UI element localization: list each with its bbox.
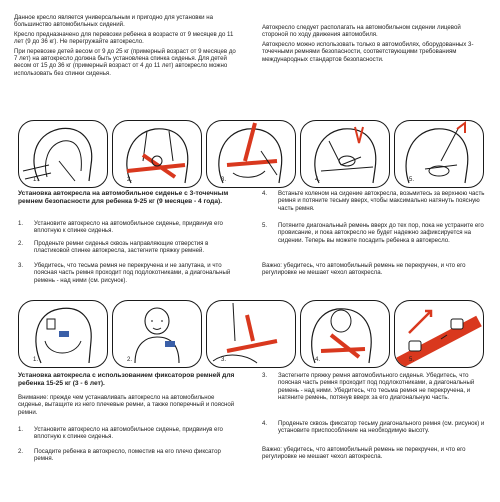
step-text: Установите автокресло на автомобильное сиденье, придвинув его вплотную к спинке сиденья.: [34, 220, 223, 235]
section1-step-3: [18, 262, 240, 288]
step-number: 2.: [18, 448, 24, 455]
step-text: Посадите ребенка в автокресло, поместив на его плечо фиксатор ремня.: [34, 448, 221, 463]
section1-step-1: [18, 220, 240, 238]
step-number: 4.: [262, 190, 268, 197]
section2-step-1: [18, 426, 240, 444]
intro-paragraph-1: Данное кресло является универсальным и пригодно для установки на большинство автомобильных сидений.: [14, 14, 213, 29]
step-number: 1.: [18, 220, 24, 227]
panel-number: 2.: [127, 177, 133, 183]
right-intro-text: [262, 24, 488, 65]
panel-number: 3.: [221, 177, 227, 183]
right-intro-paragraph-2: Автокресло можно использовать только в автомобилях, оборудованных 3-точечными ремнями безопасности, соответствующими требованиям международных стандартов безопасности.: [262, 40, 474, 63]
intro-paragraph-3: При перевозке детей весом от 9 до 25 кг (примерный возраст от 9 месяцев до 7 лет) на автокресло должна быть установлена спинка сиденья. Для детей весом от 15 до 36 кг (примерный возраст от 4 до 11 лет) автокресло можно использовать без спинки сиденья.: [14, 47, 236, 77]
step-text: Встаньте коленом на сидение автокресла, возьмитесь за верхнюю часть ремня и потяните тесьму вверх, чтобы максимально натянуть поясную часть ремня.: [278, 190, 485, 212]
illustration-panel-top-5: [394, 120, 484, 188]
intro-text: [14, 14, 240, 79]
section2-step-2: [18, 448, 240, 466]
step-text: Застегните пряжку ремня автомобильного сиденья. Убедитесь, что поясная часть ремня проходит под подлокотниками, а диагональный ремень - над ними. Убедитесь, что тесьма ремня не перекручена, и натяните ремень, потянув вверх за его диагональную часть.: [278, 372, 475, 402]
illustration-panel-bottom-3: [206, 300, 296, 368]
panel-number: 5.: [409, 357, 415, 363]
right-intro-paragraph-1: Автокресло следует располагать на автомобильном сидении лицевой стороной по ходу движения автомобиля.: [262, 24, 461, 39]
section2-step-4: [262, 420, 488, 438]
step-text: Проденьте ремни сиденья сквозь направляющие отверстия в пластиковой спинке автокресла, застегните пряжку ремней.: [34, 240, 209, 255]
illustration-panel-top-3: [206, 120, 296, 188]
section2-heading: Установка автокресла с использованием фиксаторов ремней для ребенка 15-25 кг (3 - 6 лет).: [18, 372, 235, 387]
step-number: 4.: [262, 420, 268, 427]
panel-number: 1.: [33, 177, 39, 183]
step-text: Потяните диагональный ремень вверх до тех пор, пока не устраните его провисание, и пока автокресло не будет надежно зафиксируется на сидении. Теперь вы можете посадить ребенка в автокресло.: [278, 222, 484, 244]
illustration-panel-top-4: [300, 120, 390, 188]
panel-number: 4.: [315, 357, 321, 363]
panel-number: 3.: [221, 357, 227, 363]
illustration-panel-bottom-1: [18, 300, 108, 368]
step-text: Проденьте сквозь фиксатор тесьму диагонального ремня (см. рисунок) и установите приспособление на необходимую высоту.: [278, 420, 485, 435]
panel-number: 5.: [409, 177, 415, 183]
section1-step-4: [262, 190, 488, 216]
step-number: 2.: [18, 240, 24, 247]
illustration-panel-top-2: [112, 120, 202, 188]
panel-number: 2.: [127, 357, 133, 363]
section2-warning: Внимание: прежде чем устанавливать автокресло на автомобильное сиденье, вытащите из него плечевые ремни, а также поперечный и поясной ремни.: [18, 394, 235, 416]
section1-heading: Установка автокресла на автомобильное сиденье с 3-точечным ремнем безопасности для ребенка 9-25 кг (9 месяцев - 4 года).: [18, 190, 229, 205]
section2-step-3: [262, 372, 488, 416]
panel-number: 1.: [33, 357, 39, 363]
step-number: 3.: [18, 262, 24, 269]
step-text: Установите автокресло на автомобильное сиденье, придвинув его вплотную к спинке сиденья.: [34, 426, 223, 441]
illustration-panel-top-1: [18, 120, 108, 188]
panel-number: 4.: [315, 177, 321, 183]
step-text: Убедитесь, что тесьма ремня не перекручена и не запутана, и что поясная часть ремня проходит под подлокотниками, а диагональный ремень - над ними (см. рисунок).: [34, 262, 231, 284]
illustration-panel-bottom-5: [394, 300, 484, 368]
section1-step-5: [262, 222, 488, 252]
section1-note: Важно: убедитесь, что автомобильный ремень не перекручен, и что его регулировке не мешает чехол автокресла.: [262, 262, 466, 277]
illustration-panel-bottom-4: [300, 300, 390, 368]
section2-note: Важно: убедитесь, что автомобильный ремень не перекручен, и что его регулировке не мешает чехол автокресла.: [262, 446, 466, 461]
step-number: 3.: [262, 372, 268, 379]
illustration-panel-bottom-2: [112, 300, 202, 368]
intro-paragraph-2: Кресло предназначено для перевозки ребенка в возрасте от 9 месяцев до 11 лет (9 до 36 кг). Не перегружайте автокресло.: [14, 30, 234, 46]
step-number: 1.: [18, 426, 24, 433]
step-number: 5.: [262, 222, 268, 229]
section1-step-2: [18, 240, 240, 258]
